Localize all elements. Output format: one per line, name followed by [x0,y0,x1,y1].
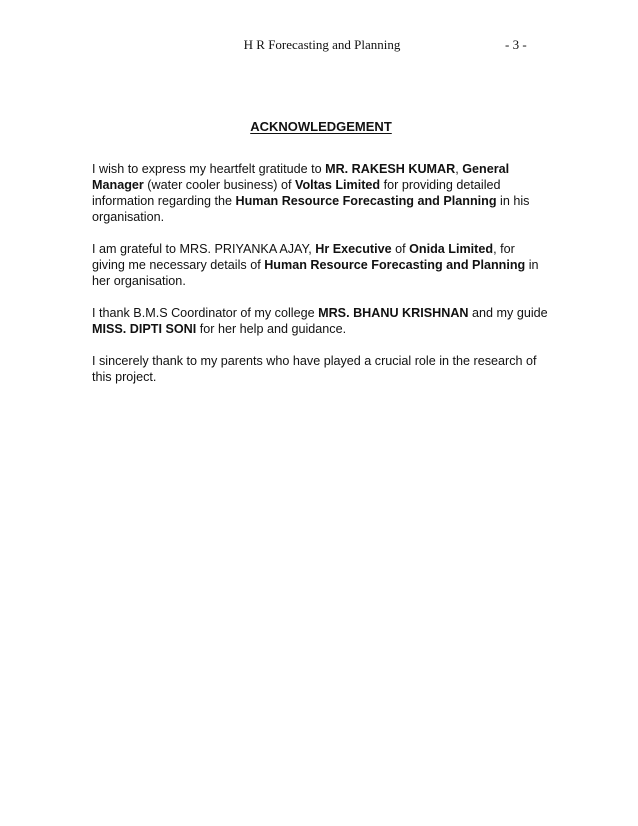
text-segment: for her help and guidance. [196,322,347,336]
text-segment: of [391,242,410,256]
text-segment: I am grateful to MRS. PRIYANKA AJAY, [92,242,316,256]
designation-bold: Hr Executive [315,242,392,256]
text-segment: for providing detailed information regarding the [92,178,501,208]
text-segment: I sincerely thank to my parents who have played a crucial role in the research of this project. [92,354,537,384]
running-header-title: H R Forecasting and Planning [243,37,401,52]
text-segment: , for giving me necessary details of [92,242,515,272]
paragraph [92,305,548,337]
section-heading [0,119,638,135]
text-segment: I thank B.M.S Coordinator of my college [92,306,319,320]
company-bold: Onida Limited [409,242,494,256]
name-bold: MRS. BHANU KRISHNAN [318,306,469,320]
text-segment: , [455,162,463,176]
name-bold: MISS. DIPTI SONI [92,322,197,336]
heading-text: ACKNOWLEDGEMENT [250,119,392,134]
topic-bold: Human Resource Forecasting and Planning [264,258,526,272]
paragraph [92,241,548,289]
name-bold: MR. RAKESH KUMAR [325,162,456,176]
text-segment: in his organisation. [92,194,530,224]
text-segment: (water cooler business) of [143,178,295,192]
designation-bold: General Manager [92,162,510,192]
text-segment: I wish to express my heartfelt gratitude to [92,162,326,176]
text-segment: and my guide [468,306,548,320]
page-number: - 3 - [505,37,527,52]
topic-bold: Human Resource Forecasting and Planning [235,194,497,208]
company-bold: Voltas Limited [294,178,381,192]
paragraph [92,161,548,225]
text-segment: in her organisation. [92,258,539,288]
acknowledgement-body [92,161,548,401]
paragraph [92,353,548,385]
